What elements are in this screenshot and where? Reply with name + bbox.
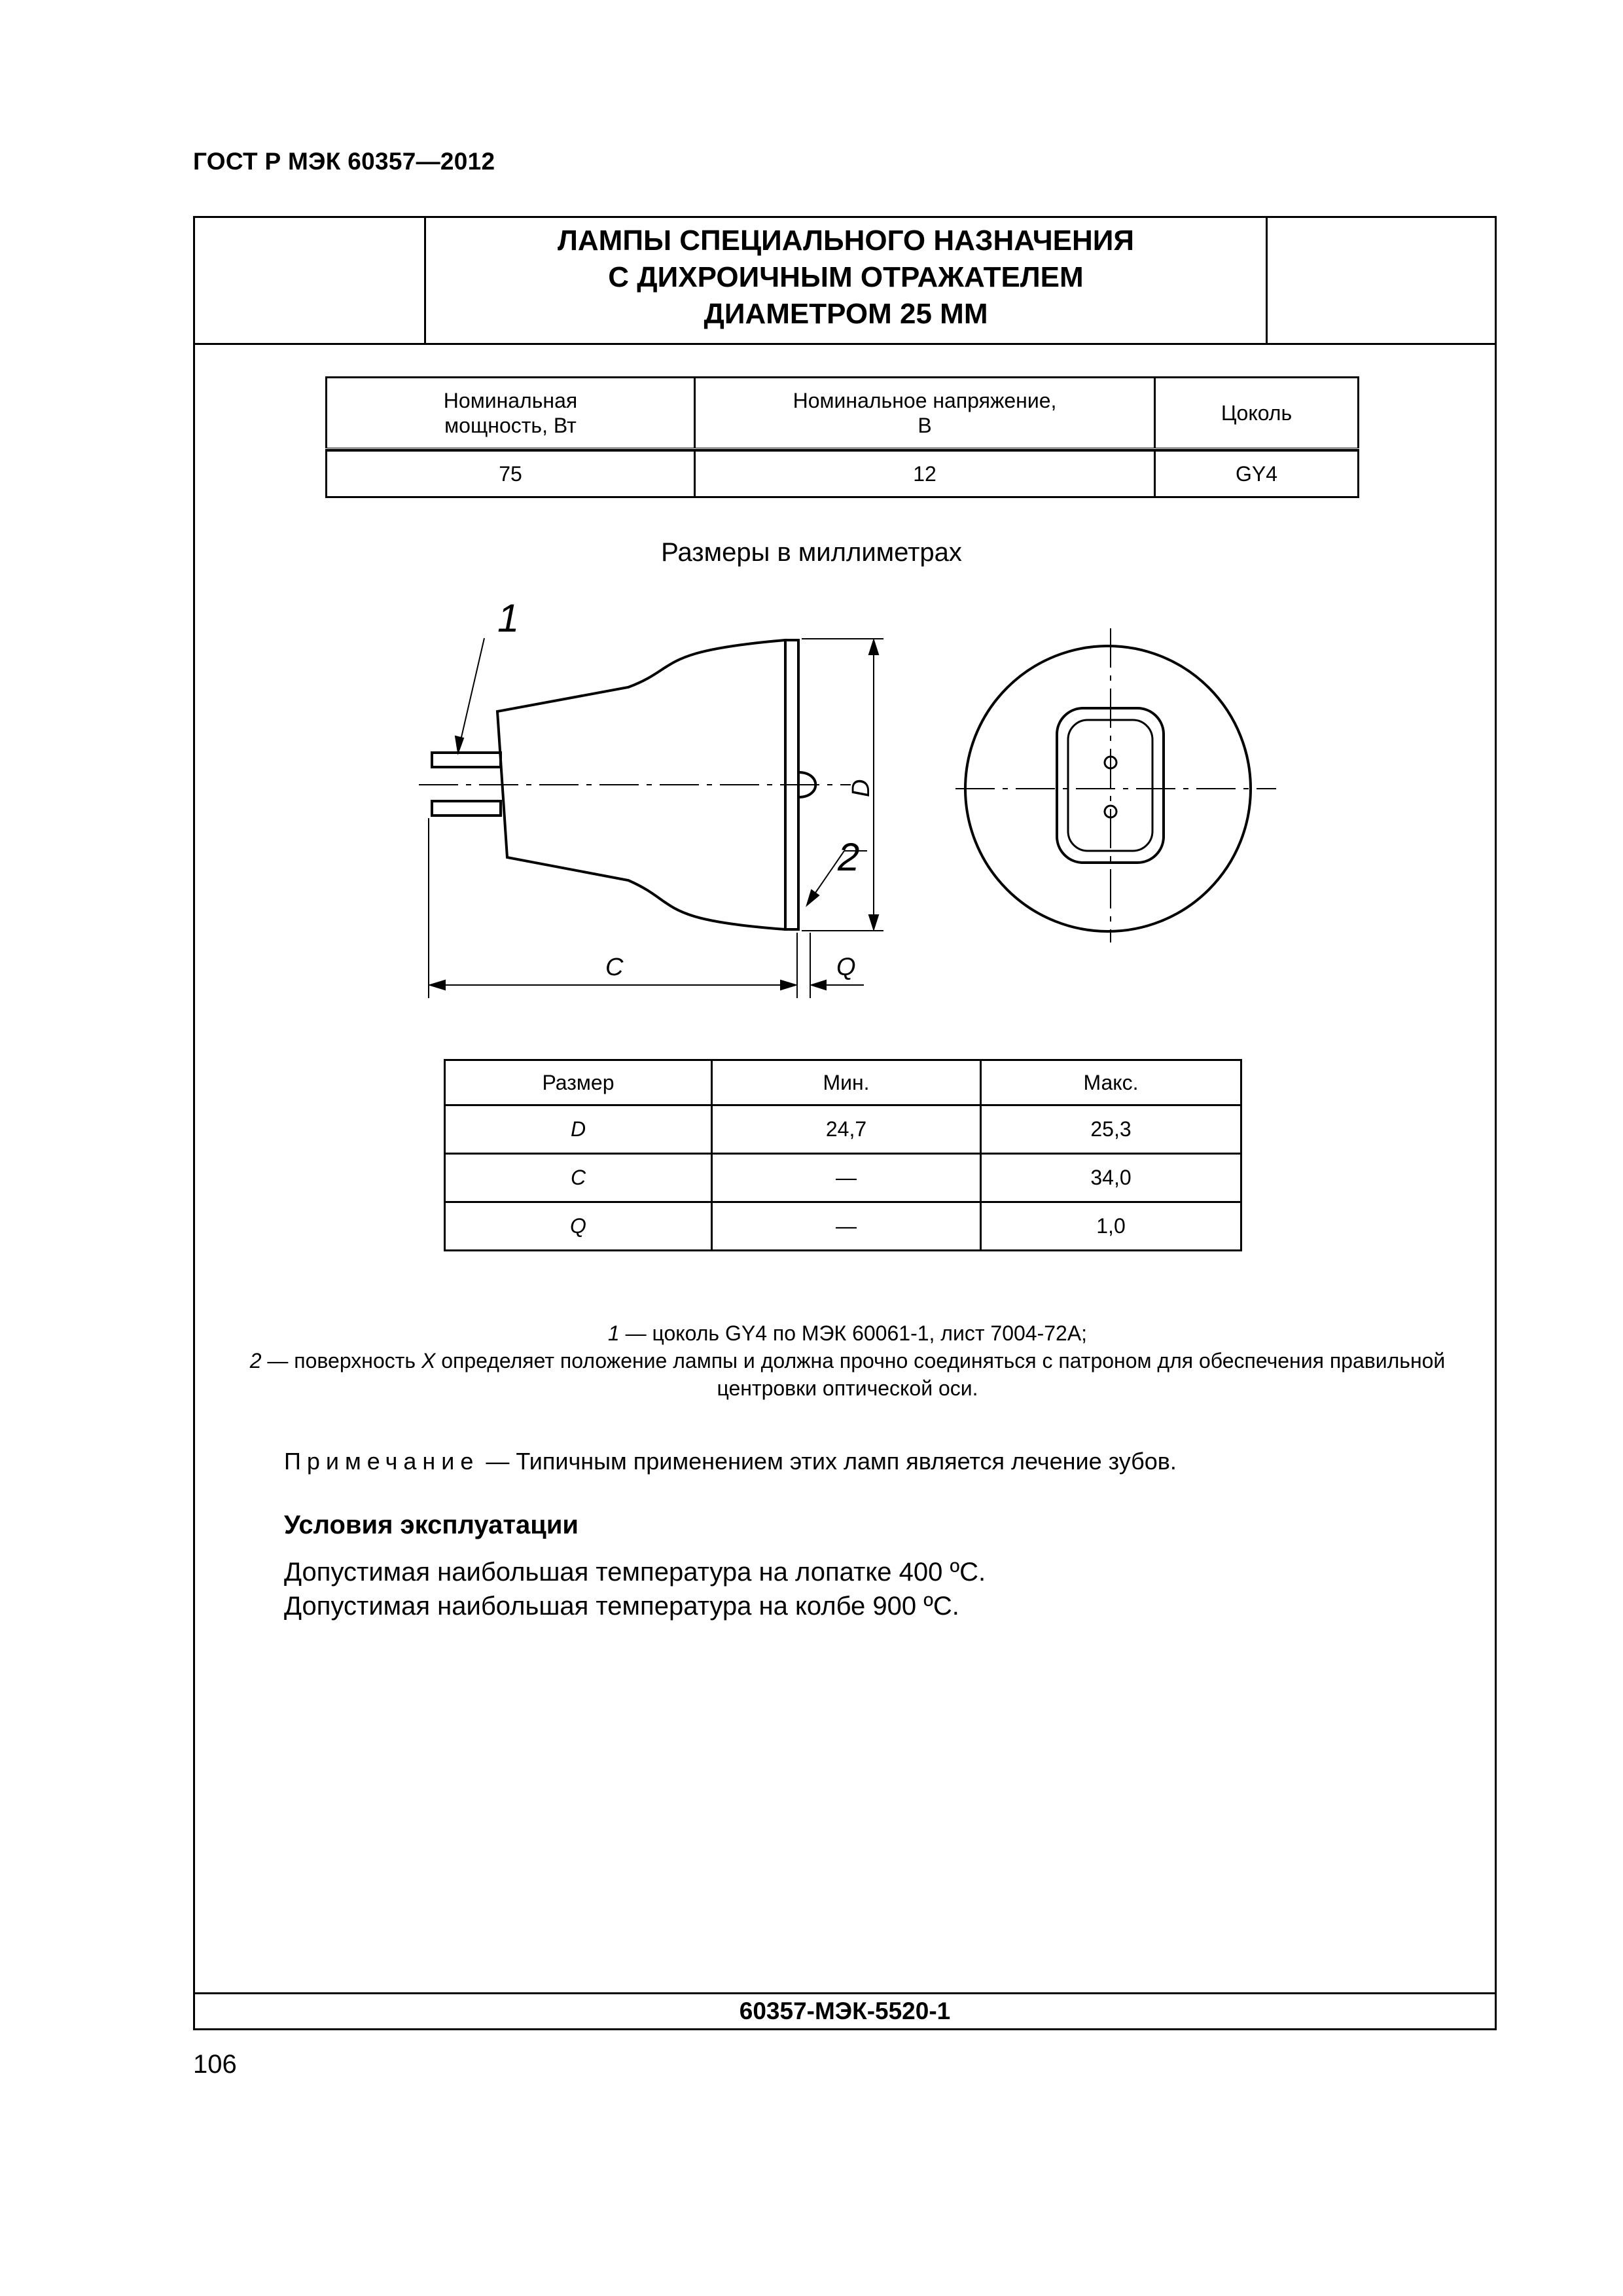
operating-conditions-line-2: Допустимая наибольшая температура на колбе 900 ºС. (284, 1592, 959, 1621)
note-label: Примечание (284, 1448, 480, 1475)
dimensions-cell-max: 25,3 (981, 1105, 1241, 1154)
ratings-base-value: GY4 (1155, 451, 1359, 497)
dimensions-row (445, 1202, 1241, 1251)
legend-item-2-surface-x: X (421, 1349, 436, 1372)
dimensions-cell-min: — (712, 1154, 981, 1202)
drawing-label-2: 2 (838, 835, 860, 879)
legend-item-2-number: 2 (249, 1349, 262, 1372)
note (284, 1448, 1177, 1475)
ratings-power-value: 75 (327, 451, 695, 497)
dimensions-header-size: Размер (445, 1060, 712, 1105)
legend-item-1 (216, 1319, 1479, 1347)
leader-1 (458, 638, 484, 751)
legend-item-1-number: 1 (607, 1321, 620, 1345)
drawing-label-1: 1 (497, 596, 520, 640)
sheet-code: 60357-МЭК-5520-1 (739, 1998, 951, 2024)
dimensions-header-min: Мин. (712, 1060, 981, 1105)
operating-conditions-line-1: Допустимая наибольшая температура на лопатке 400 ºС. (284, 1558, 986, 1587)
pin-lower (432, 801, 501, 816)
drawing-label-Q: Q (836, 954, 856, 981)
legend-item-2 (216, 1347, 1479, 1374)
dimensions-header-max: Макс. (981, 1060, 1241, 1105)
legend-item-2-text-b: определяет положение лампы и должна прочно соединяться с патроном для обеспечения правильной (435, 1349, 1446, 1372)
dimensions-header-row (445, 1060, 1241, 1105)
dimensions-cell-max: 1,0 (981, 1202, 1241, 1251)
dimensions-cell-name: Q (445, 1202, 712, 1251)
drawing-label-D: D (847, 779, 875, 797)
sheet-title-line-2: С ДИХРОИЧНЫМ ОТРАЖАТЕЛЕМ (608, 261, 1084, 293)
dimensions-caption: Размеры в миллиметрах (661, 538, 962, 567)
footer-divider (195, 1992, 1495, 1994)
legend-item-2-continuation: центровки оптической оси. (717, 1376, 978, 1400)
dimensions-cell-max: 34,0 (981, 1154, 1241, 1202)
dimensions-table (444, 1059, 1242, 1251)
dimensions-cell-min: — (712, 1202, 981, 1251)
sheet-title-line-1: ЛАМПЫ СПЕЦИАЛЬНОГО НАЗНАЧЕНИЯ (558, 224, 1134, 257)
ratings-header-power: Номинальная мощность, Вт (327, 378, 695, 449)
legend-item-2-text-a: — поверхность (261, 1349, 421, 1372)
dimensions-cell-name: D (445, 1105, 712, 1154)
standard-title: ГОСТ Р МЭК 60357—2012 (193, 148, 495, 175)
dimensions-row (445, 1105, 1241, 1154)
ratings-voltage-value: 12 (695, 451, 1155, 497)
legend-item-1-text: — цоколь GY4 по МЭК 60061-1, лист 7004-72А; (619, 1321, 1088, 1345)
sheet-title-line-3: ДИАМЕТРОМ 25 ММ (704, 298, 988, 330)
pin-upper (432, 753, 501, 767)
dimensions-cell-name: C (445, 1154, 712, 1202)
note-text: — Типичным применением этих ламп является лечение зубов. (479, 1448, 1177, 1475)
dimensions-cell-min: 24,7 (712, 1105, 981, 1154)
page-number: 106 (193, 2050, 237, 2079)
operating-conditions-heading: Условия эксплуатации (284, 1511, 579, 1539)
ratings-header-voltage: Номинальное напряжение, В (695, 378, 1155, 449)
dimensions-row (445, 1154, 1241, 1202)
ratings-header-base: Цоколь (1155, 378, 1359, 449)
drawing-label-C: C (605, 954, 624, 981)
